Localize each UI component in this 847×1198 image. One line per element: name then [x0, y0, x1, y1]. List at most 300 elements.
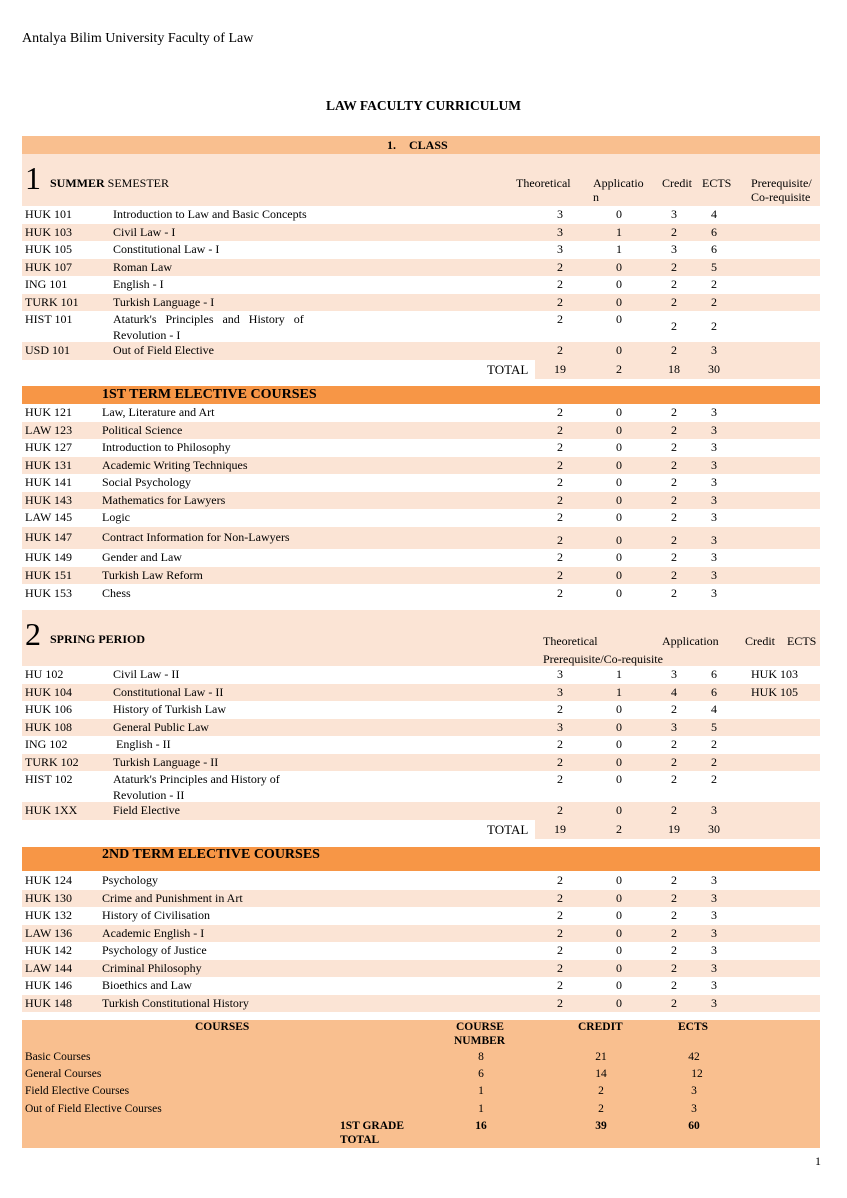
table-row: [22, 942, 820, 960]
summary-number: 6: [478, 1068, 484, 1080]
col-prereq: Prerequisite/Co-requisite: [543, 652, 663, 666]
course-name: Political Science: [102, 422, 183, 437]
credit: 2: [671, 550, 677, 564]
ects: 3: [711, 567, 717, 582]
table-row: [22, 802, 820, 820]
table-row: [22, 890, 820, 908]
table-row: [22, 527, 820, 549]
summary-ects: 3: [691, 1085, 697, 1097]
course-name: Introduction to Law and Basic Concepts: [113, 207, 307, 221]
course-code: HUK 121: [25, 405, 72, 419]
course-code: HUK 132: [25, 908, 72, 922]
credit: 2: [671, 995, 677, 1010]
table-row: [22, 492, 820, 510]
course-code: HIST 101: [25, 312, 73, 326]
course-code: HUK 101: [25, 207, 72, 221]
theoretical: 2: [557, 737, 563, 751]
ects: 3: [711, 422, 717, 437]
course-code: HUK 105: [25, 242, 72, 256]
col-application: Application: [662, 634, 719, 648]
table-row: [22, 422, 820, 440]
col-prereq-2: Co-requisite: [751, 190, 811, 204]
total-ects: 30: [708, 822, 720, 836]
credit: 3: [671, 207, 677, 221]
theoretical: 2: [557, 943, 563, 957]
course-name: Criminal Philosophy: [102, 960, 202, 975]
table-row: [22, 404, 820, 422]
summary-label: Field Elective Courses: [25, 1085, 130, 1097]
elective-1-title: 1ST TERM ELECTIVE COURSES: [102, 387, 317, 402]
application: 0: [616, 405, 622, 419]
prerequisite: HUK 103: [751, 667, 798, 681]
summary-ects: 3: [691, 1103, 697, 1115]
col-application-1: Applicatio: [593, 176, 644, 190]
summary-label: General Courses: [25, 1068, 102, 1080]
theoretical: 2: [557, 890, 563, 905]
theoretical: 2: [557, 754, 563, 769]
application: 0: [616, 978, 622, 992]
elective-1-header: [22, 386, 820, 404]
ects: 3: [711, 405, 717, 419]
credit: 2: [671, 890, 677, 905]
table-row: [22, 439, 820, 457]
col-ects: ECTS: [702, 176, 732, 190]
theoretical: 3: [557, 684, 563, 699]
elective-2-header: [22, 847, 820, 871]
credit: 2: [671, 422, 677, 437]
table-row: [22, 276, 820, 294]
course-code: HUK 153: [25, 585, 72, 600]
ects: 3: [711, 995, 717, 1010]
table-row: [22, 701, 820, 719]
summary-col-credit: CREDIT: [578, 1021, 623, 1033]
application: 1: [616, 224, 622, 239]
application: 0: [616, 475, 622, 489]
table-row: [22, 719, 820, 737]
col-credit: Credit: [745, 634, 775, 648]
course-code: HUK 131: [25, 457, 72, 472]
table-row: [22, 567, 820, 585]
credit: 2: [671, 224, 677, 239]
ects: 2: [711, 277, 717, 291]
course-name: Field Elective: [113, 803, 180, 817]
application: 0: [616, 585, 622, 600]
application: 0: [616, 510, 622, 524]
credit: 2: [671, 978, 677, 992]
summary-row: [22, 1101, 820, 1118]
summary-row: [22, 1083, 820, 1100]
application: 0: [616, 702, 622, 716]
ects: 3: [711, 873, 717, 887]
summary-ects: 42: [688, 1051, 700, 1063]
theoretical: 3: [557, 207, 563, 221]
credit: 2: [671, 294, 677, 309]
summary-total-label-1: 1ST GRADE: [340, 1120, 405, 1132]
theoretical: 2: [557, 550, 563, 564]
course-code: HUK 127: [25, 440, 72, 454]
table-row: [22, 259, 820, 277]
credit: 3: [671, 719, 677, 734]
ects: 3: [711, 803, 717, 817]
theoretical: 2: [557, 457, 563, 472]
course-name: General Public Law: [113, 719, 209, 734]
course-code: ING 101: [25, 277, 68, 291]
credit: 2: [671, 475, 677, 489]
ects: 3: [711, 943, 717, 957]
total-application: 2: [616, 822, 622, 836]
course-name: Civil Law - II: [113, 667, 180, 681]
summary-total-row: [22, 1118, 820, 1148]
table-row: [22, 206, 820, 224]
course-code: HUK 149: [25, 550, 72, 564]
credit: 4: [671, 684, 677, 699]
application: 0: [616, 873, 622, 887]
ects: 2: [711, 737, 717, 751]
theoretical: 2: [557, 259, 563, 274]
summary-credit: 2: [598, 1103, 604, 1115]
ects: 3: [711, 440, 717, 454]
credit: 2: [671, 567, 677, 582]
course-name: Turkish Language - I: [113, 294, 215, 309]
course-name: Turkish Language - II: [113, 754, 219, 769]
col-theoretical: Theoretical: [543, 634, 598, 648]
credit: 2: [671, 873, 677, 887]
theoretical: 2: [557, 908, 563, 922]
table-row: [22, 736, 820, 754]
course-code: HU 102: [25, 667, 64, 681]
application: 0: [616, 908, 622, 922]
course-name: English - I: [113, 277, 164, 291]
table-row: [22, 224, 820, 242]
application: 0: [616, 943, 622, 957]
application: 0: [616, 737, 622, 751]
summary-col-number-1: COURSE: [456, 1021, 504, 1033]
semester-2-header: [22, 610, 820, 666]
application: 0: [616, 960, 622, 975]
theoretical: 2: [557, 873, 563, 887]
total-credit: 19: [668, 822, 680, 836]
ects: 3: [711, 978, 717, 992]
course-name: Contract Information for Non-Lawyers: [102, 529, 290, 544]
credit: 2: [671, 440, 677, 454]
credit: 2: [671, 943, 677, 957]
ects: 2: [711, 754, 717, 769]
course-name: Law, Literature and Art: [102, 405, 215, 419]
course-code: TURK 102: [25, 754, 79, 769]
semester-2-title: SPRING PERIOD: [50, 632, 146, 646]
application: 0: [616, 422, 622, 437]
total-row: [22, 820, 820, 839]
ects: 5: [711, 719, 717, 734]
summary-total-number: 16: [475, 1120, 487, 1132]
course-name: History of Civilisation: [102, 908, 210, 922]
credit: 2: [671, 510, 677, 524]
course-name-line-2: Revolution - I: [113, 327, 181, 342]
semester-1-title-rest: SEMESTER: [104, 176, 170, 190]
semester-1-number: 1: [25, 160, 41, 196]
summary-credit: 2: [598, 1085, 604, 1097]
table-row: [22, 754, 820, 772]
table-row: [22, 771, 820, 802]
ects: 3: [711, 890, 717, 905]
ects: 3: [711, 510, 717, 524]
semester-1-title-bold: SUMMER: [50, 176, 105, 190]
application: 1: [616, 242, 622, 256]
application: 0: [616, 532, 622, 547]
application: 0: [616, 492, 622, 507]
credit: 2: [671, 908, 677, 922]
theoretical: 2: [557, 978, 563, 992]
credit: 2: [671, 803, 677, 817]
course-name: Ataturk's Principles and History of: [113, 772, 280, 786]
ects: 4: [711, 702, 717, 716]
theoretical: 3: [557, 667, 563, 681]
ects: 3: [711, 343, 717, 357]
col-prereq-1: Prerequisite/: [751, 176, 812, 190]
summary-credit: 14: [595, 1068, 607, 1080]
application: 1: [616, 684, 622, 699]
theoretical: 2: [557, 585, 563, 600]
theoretical: 2: [557, 925, 563, 940]
theoretical: 2: [557, 294, 563, 309]
course-name-line-2: Revolution - II: [113, 787, 185, 802]
course-code: HUK 143: [25, 492, 72, 507]
course-code: HUK 147: [25, 529, 72, 544]
course-code: HUK 151: [25, 567, 72, 582]
course-code: HUK 1XX: [25, 803, 78, 817]
table-row: [22, 960, 820, 978]
summary-col-ects: ECTS: [678, 1021, 709, 1033]
application: 0: [616, 259, 622, 274]
summary-label: Basic Courses: [25, 1051, 91, 1063]
page-title: LAW FACULTY CURRICULUM: [325, 98, 522, 113]
theoretical: 2: [557, 312, 563, 326]
course-name: History of Turkish Law: [113, 702, 227, 716]
course-code: LAW 136: [25, 925, 73, 940]
semester-1-header: [22, 154, 820, 206]
table-row: [22, 311, 820, 342]
table-row: [22, 342, 820, 360]
credit: 2: [671, 925, 677, 940]
course-code: LAW 145: [25, 510, 73, 524]
summary-number: 8: [478, 1051, 484, 1063]
course-name: Psychology of Justice: [102, 943, 207, 957]
application: 0: [616, 995, 622, 1010]
theoretical: 2: [557, 510, 563, 524]
application: 0: [616, 890, 622, 905]
course-name: Chess: [102, 585, 131, 600]
summary-row: [22, 1066, 820, 1083]
course-name: Roman Law: [113, 259, 172, 274]
credit: 2: [671, 585, 677, 600]
table-row: [22, 474, 820, 492]
class-label: CLASS: [409, 138, 448, 152]
course-name: Introduction to Philosophy: [102, 440, 231, 454]
credit: 2: [671, 259, 677, 274]
ects: 3: [711, 457, 717, 472]
summary-number: 1: [478, 1103, 484, 1115]
course-name: Civil Law - I: [113, 224, 176, 239]
course-name: Out of Field Elective: [113, 343, 214, 357]
course-name: Constitutional Law - II: [113, 684, 224, 699]
class-band: [22, 136, 820, 154]
elective-2-title: 2ND TERM ELECTIVE COURSES: [102, 847, 320, 862]
theoretical: 2: [557, 532, 563, 547]
col-theoretical: Theoretical: [516, 176, 571, 190]
summary-total-label-2: TOTAL: [340, 1134, 380, 1146]
ects: 5: [711, 259, 717, 274]
summary-ects: 12: [691, 1068, 703, 1080]
ects: 2: [711, 319, 717, 333]
ects: 2: [711, 772, 717, 786]
ects: 3: [711, 925, 717, 940]
course-code: LAW 123: [25, 422, 73, 437]
course-code: USD 101: [25, 343, 71, 357]
application: 0: [616, 277, 622, 291]
table-row: [22, 585, 820, 603]
table-row: [22, 549, 820, 567]
application: 0: [616, 457, 622, 472]
theoretical: 2: [557, 803, 563, 817]
theoretical: 2: [557, 772, 563, 786]
application: 0: [616, 440, 622, 454]
total-theoretical: 19: [554, 822, 566, 836]
ects: 6: [711, 684, 717, 699]
summary-label: Out of Field Elective Courses: [25, 1103, 162, 1115]
course-code: HUK 146: [25, 978, 72, 992]
course-code: HUK 107: [25, 259, 72, 274]
ects: 3: [711, 492, 717, 507]
course-code: ING 102: [25, 737, 68, 751]
theoretical: 2: [557, 960, 563, 975]
theoretical: 2: [557, 475, 563, 489]
page-number: 1: [815, 1154, 821, 1168]
theoretical: 2: [557, 440, 563, 454]
summary-row: [22, 1049, 820, 1066]
application: 1: [616, 667, 622, 681]
course-code: HUK 142: [25, 943, 72, 957]
course-name: Social Psychology: [102, 475, 191, 489]
total-label: TOTAL: [487, 362, 529, 377]
theoretical: 3: [557, 242, 563, 256]
summary-col-courses: COURSES: [195, 1021, 250, 1033]
prerequisite: HUK 105: [751, 684, 798, 699]
course-name: Mathematics for Lawyers: [102, 492, 226, 507]
course-name: English - II: [113, 737, 171, 751]
total-theoretical: 19: [554, 362, 566, 376]
table-row: [22, 241, 820, 259]
summary-total-credit: 39: [595, 1120, 607, 1132]
application: 0: [616, 312, 622, 326]
course-name: Academic Writing Techniques: [102, 457, 248, 472]
ects: 3: [711, 550, 717, 564]
summary-number: 1: [478, 1085, 484, 1097]
application: 0: [616, 772, 622, 786]
table-row: [22, 666, 820, 684]
course-name: Constitutional Law - I: [113, 242, 220, 256]
ects: 3: [711, 960, 717, 975]
credit: 2: [671, 754, 677, 769]
course-name: Turkish Constitutional History: [102, 995, 249, 1010]
ects: 6: [711, 224, 717, 239]
ects: 6: [711, 242, 717, 256]
course-name: Logic: [102, 510, 130, 524]
credit: 2: [671, 405, 677, 419]
table-row: [22, 977, 820, 995]
table-row: [22, 684, 820, 702]
course-name: Ataturk's Principles and History of: [113, 312, 304, 326]
course-code: HUK 124: [25, 873, 72, 887]
summary-total-ects: 60: [688, 1120, 700, 1132]
class-number: 1.: [387, 138, 396, 152]
course-code: LAW 144: [25, 960, 73, 975]
credit: 3: [671, 242, 677, 256]
theoretical: 2: [557, 277, 563, 291]
credit: 2: [671, 532, 677, 547]
table-row: [22, 509, 820, 527]
course-name: Crime and Punishment in Art: [102, 890, 243, 905]
application: 0: [616, 925, 622, 940]
application: 0: [616, 754, 622, 769]
university-name: Antalya Bilim University Faculty of Law: [22, 31, 254, 46]
course-code: HUK 148: [25, 995, 72, 1010]
credit: 3: [671, 667, 677, 681]
table-row: [22, 925, 820, 943]
ects: 4: [711, 207, 717, 221]
summary-col-number-2: NUMBER: [454, 1035, 506, 1047]
application: 0: [616, 294, 622, 309]
application: 0: [616, 567, 622, 582]
summary-credit: 21: [595, 1051, 607, 1063]
col-ects: ECTS: [787, 634, 817, 648]
theoretical: 2: [557, 995, 563, 1010]
course-name: Bioethics and Law: [102, 978, 192, 992]
theoretical: 2: [557, 405, 563, 419]
total-credit: 18: [668, 362, 680, 376]
table-row: [22, 294, 820, 312]
ects: 3: [711, 908, 717, 922]
course-name: Turkish Law Reform: [102, 567, 203, 582]
total-application: 2: [616, 362, 622, 376]
course-code: HUK 103: [25, 224, 72, 239]
course-code: HUK 106: [25, 702, 72, 716]
total-row: [22, 360, 820, 379]
theoretical: 3: [557, 224, 563, 239]
ects: 6: [711, 667, 717, 681]
credit: 2: [671, 457, 677, 472]
course-name: Gender and Law: [102, 550, 182, 564]
table-row: [22, 907, 820, 925]
theoretical: 2: [557, 567, 563, 582]
course-code: HIST 102: [25, 772, 73, 786]
semester-2-number: 2: [25, 616, 41, 652]
ects: 3: [711, 585, 717, 600]
credit: 2: [671, 960, 677, 975]
credit: 2: [671, 343, 677, 357]
theoretical: 3: [557, 719, 563, 734]
ects: 2: [711, 294, 717, 309]
ects: 3: [711, 532, 717, 547]
credit: 2: [671, 277, 677, 291]
course-name: Academic English - I: [102, 925, 205, 940]
col-application-2: n: [593, 190, 599, 204]
application: 0: [616, 550, 622, 564]
table-row: [22, 457, 820, 475]
total-label: TOTAL: [487, 822, 529, 837]
course-code: TURK 101: [25, 294, 79, 309]
theoretical: 2: [557, 343, 563, 357]
theoretical: 2: [557, 422, 563, 437]
